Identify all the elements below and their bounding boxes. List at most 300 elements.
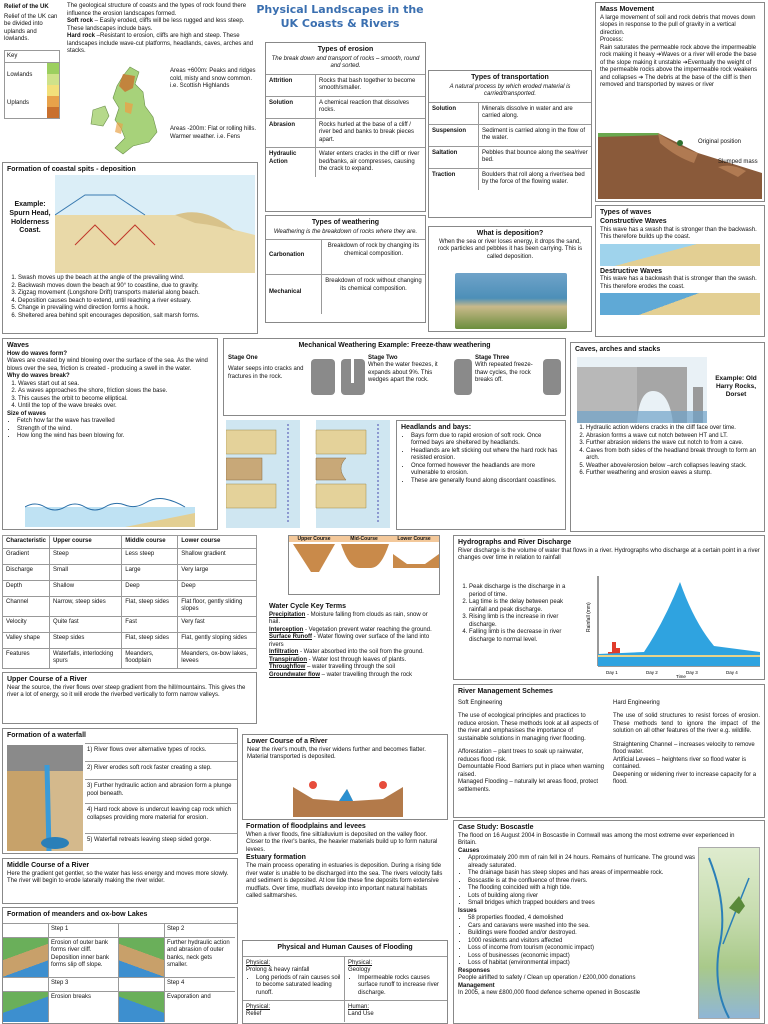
cycle-term: Surface Runoff [269,634,313,641]
erosion-term: Attrition [266,75,316,96]
stage-1-heading: Stage One [228,354,258,361]
soft-heading: Soft Engineering [458,699,503,706]
middle-body: Here the gradient get gentler, so the water has less energy and moves more slowly. The river will begin to erode laterally making the river wider. [7,870,229,885]
waterfall-step: 2) River erodes soft rock faster creating a step. [85,761,237,779]
boscastle-intro: The flood on 16 August 2004 in Boscastle in Cornwall was among the most extreme ever experienced in Britain. [458,832,735,847]
boscastle-causes-heading: Causes [458,847,480,854]
waves-size-item: • Fetch how far the wave has travelled [17,418,213,426]
stage-1-rock [311,359,335,395]
soft-engineering [458,700,605,795]
boscastle-management: In 2005, a new £800,000 flood defence scheme opened in Boscastle [458,990,641,997]
key-label: Key [4,50,60,64]
waves-q1: How do waves form? [7,350,68,357]
deposition-body: When the sea or river loses energy, it drops the sand, rock particles and pebbles it has been carrying. This is called deposition. [437,238,583,260]
upper-course-box [2,672,257,724]
course-cell: Large [122,564,178,580]
boscastle-responses: People airlifted to safety / Clean up operation / £200,000 donations [458,975,636,982]
course-cell: Very large [178,564,257,580]
caves-step: 4. Caves from both sides of the headland break through to form an arch. [586,448,761,463]
flood-causes-box [242,940,448,1024]
transport-term: Traction [429,169,479,190]
spits-box [2,162,258,334]
hydrograph-chart [584,572,762,678]
boscastle-issue: • Buildings were flooded and/or destroyed. [468,930,698,938]
cycle-term: Transpiration [269,656,308,663]
erosion-def: Rocks hurled at the base of a cliff / river bed and banks to break pieces apart. [319,121,415,143]
course-cell: Meanders, floodplain [122,648,178,668]
freeze-stage-2 [341,355,448,395]
caves-example: Example: Old Harry Rocks, Dorset [715,375,757,399]
meander-step-4-label: Step 4 [165,978,235,992]
headlands-box [396,420,566,530]
hydro-item: 2. Lag time is the delay between peak rainfall and peak discharge. [469,599,578,614]
transport-row [429,146,591,168]
areas-high-label: Areas +600m: Peaks and ridges cold, misty and snow common. i.e. Scottish Highlands [170,68,256,89]
spit-step: 2. Backwash moves down the beach at 90° to coastline, due to gravity. [18,283,255,291]
waves-box [2,338,218,530]
headlands-heading: Headlands and bays: [401,424,472,431]
course-table [2,535,257,669]
boscastle-issues-heading: Issues [458,907,477,914]
estuary-body: The main process operating in estuaries is deposition. During a rising tide river water is unable to be discharged into the sea. The rivers velocity falls and sediment is deposited. At low tide these fine deposits form extensive mudflats. Over time, mudflats develop into important natural habitats called saltmarshes. [246,863,443,899]
flood-cause-detail: • Impermeable rocks causes surface runoff to increase river discharge. [358,975,444,998]
spit-step: 5. Change in prevailing wind direction forms a hook. [18,305,255,313]
boscastle-causes [458,855,698,908]
weathering-def: Breakdown of rock without changing its chemical composition. [325,278,422,292]
cycle-def: - Moisture falling from clouds as rain, snow or hail. [269,611,428,626]
waves-step: 3. This causes the orbit to become elliptical. [18,396,213,404]
weathering-row [266,239,425,274]
hydro-list [458,584,578,644]
course-row [3,616,257,632]
boscastle-issue: • Loss of businesses (economic impact) [468,953,698,961]
cycle-term-row [269,672,439,680]
course-row [3,596,257,616]
headlands-item: • Once formed however the headlands are more vulnerable to erosion. [411,463,561,478]
spit-step: 6. Sheltered area behind spit encourages deposition, salt marsh forms. [18,313,255,321]
flood-cause-type: Physical: [246,959,271,966]
floodplain-heading: Formation of floodplains and levees [246,823,366,830]
erosion-row [266,147,425,177]
course-cell: Flat, steep sides [122,596,178,616]
headlands-item: • Headlands are left sticking out where the hard rock has resisted erosion. [411,448,561,463]
transport-row [429,168,591,190]
stage-3-text: With repeated freeze-thaw cycles, the rock breaks off. [475,362,533,384]
mid-course-label: Mid-Course [350,536,378,542]
meander-step-1-label: Step 1 [49,924,119,938]
lower-heading: Lower Course of a River [247,738,328,745]
course-row [3,648,257,668]
wave-types-box [595,205,765,337]
hard-heading: Hard Engineering [613,699,660,706]
areas-low-label: Areas -200m: Flat or rolling hills. Warmer weather. i.e. Fens [170,126,257,140]
waves-step: 4. Until the top of the wave breaks over. [18,403,213,411]
cycle-term-row [269,612,439,627]
stage-2-rock [341,359,365,395]
caves-heading: Caves, arches and stacks [575,346,661,353]
mass-movement-box [595,2,765,202]
cycle-term: Groundwater flow [269,671,320,678]
boscastle-cause: • Lots of building along river [468,893,698,901]
flood-cause-type: Physical: [348,959,373,966]
course-row [3,580,257,596]
estuary-heading: Estuary formation [246,854,306,862]
lower-course-diagram [293,767,403,817]
caves-step: 2. Abrasion forms a wave cut notch between HT and LT. [586,433,761,441]
transport-row [429,102,591,124]
caves-step: 1. Hydraulic action widens cracks in the cliff face over time. [586,425,761,433]
flood-cause-detail: • Long periods of rain causes soil to become saturated leading runoff. [256,975,341,998]
waterfall-heading: Formation of a waterfall [7,732,86,739]
lower-course-label: Lower Course [397,536,431,542]
waterfall-step: 1) River flows over alternative types of rocks. [85,743,237,761]
deposition-photo [455,273,567,329]
hard-rock-label: Hard rock [67,33,96,39]
stage-2-text: When the water freezes, it expands about 9%. This wedges apart the rock. [368,362,438,384]
transport-term: Solution [429,103,479,124]
stage-3-rock-broken [543,359,561,395]
deposition-box [428,226,592,332]
erosion-sub: The break down and transport of rocks – smooth, round and sorted. [271,55,420,70]
headlands-item: • Bays form due to rapid erosion of soft rock. Once formed bays are sheltered by headlands. [411,433,561,448]
boscastle-responses-heading: Responses [458,967,491,974]
waves-q2: Why do waves break? [7,373,70,380]
waves-q3: Size of waves [7,410,47,417]
hard-text-2: Straightening Channel – increases velocity to remove flood water. Artificial Levees – heightens river so flood water is contained. Deepening or widening river to increase capacity for a flood. [613,741,757,786]
course-cell: Deep [122,580,178,596]
course-characteristic: Channel [3,596,50,616]
course-cell: Shallow [50,580,122,596]
hydro-item: 3. Rising limb is the increase in river discharge. [469,614,578,629]
cycle-def: - Water absorbed into the soil from the ground. [298,649,424,656]
cycle-term: Interception [269,626,304,633]
caves-step: 3. Further abrasion widens the wave cut notch to from a cave. [586,440,761,448]
weathering-box [265,215,426,323]
destructive-heading: Destructive Waves [600,267,662,275]
weathering-term: Carbonation [266,240,322,274]
meander-step-2-label: Step 2 [165,924,235,938]
course-col: Characteristic [3,536,50,549]
waterfall-step: 5) Waterfall retreats leaving steep sided gorge. [85,833,237,853]
destructive-diagram [600,293,760,315]
course-cell: Waterfalls, interlocking spurs [50,648,122,668]
spit-step: 3. Zigzag movement (Longshore Drift) transports material along beach. [18,290,255,298]
flood-cause-relief [243,1001,345,1022]
stage-3-rock [454,359,472,395]
cycle-def: - Water lost through leaves of plants. [307,656,407,663]
transport-row [429,124,591,146]
hydro-y-label: Rainfall (mm) [586,602,592,632]
cycle-term-row [269,627,439,635]
soft-rock-text: – Easily eroded, cliffs will be less rugged and less steep. These landscapes include bays. [67,18,245,32]
caves-diagram [577,357,707,423]
cycle-def: - Water flowing over surface of the land into rivers [269,634,430,648]
course-cell: Less steep [122,548,178,564]
waterfall-step: 3) Further hydraulic action and abrasion form a plunge pool beneath. [85,779,237,803]
boscastle-issue: • 1000 residents and visitors affected [468,938,698,946]
meander-step-4-text: Evaporation and [167,993,211,1000]
key-swatches [47,63,59,118]
page-title-block [255,3,425,39]
weathering-sub: Weathering is the breakdown of rocks where they are. [273,228,418,235]
river-course-table [2,535,257,667]
hydro-day-2: Day 2 [646,670,658,675]
erosion-term: Solution [266,97,316,118]
transport-def: Pebbles that bounce along the sea/river bed. [482,149,588,164]
spit-step: 4. Deposition causes beach to extend, until reaching a river estuary. [18,298,255,306]
slump-diagram [598,133,762,199]
spit-diagram [55,175,255,273]
waves-heading: Waves [7,342,29,349]
relief-heading: Relief of the UK [4,4,49,10]
relief-body: Relief of the UK can be divided into uplands and lowlands. [4,13,58,42]
course-cell: Meanders, ox-bow lakes, levees [178,648,257,668]
hydro-day-3: Day 3 [686,670,698,675]
boscastle-issue: • Cars and caravans were washed into the sea. [468,923,698,931]
transport-heading: Types of transportation [471,74,549,81]
course-cell: Flat, steep sides [122,632,178,648]
deposition-heading: What is deposition? [476,230,544,237]
spits-steps [7,275,255,320]
erosion-term: Hydraulic Action [266,148,316,177]
headland-diagram [226,420,390,530]
erosion-def: Water enters cracks in the cliff or river bed/banks, air compresses, causing the crack to expand. [319,151,420,173]
erosion-row [266,74,425,96]
flood-cause-landuse [345,1001,447,1022]
hydro-item: 4. Falling limb is the decrease in river discharge to normal level. [469,629,578,644]
erosion-term: Abrasion [266,119,316,148]
erosion-heading: Types of erosion [317,46,374,53]
weathering-row [266,274,425,314]
course-cell: Fast [122,616,178,632]
mass-process: Rain saturates the permeable rock above the impermeable rock making it heavy ➔Waves or a river will erode the base of the slope making it unstable ➔Eventually the weight of the permeable rocks above the impermeable rock weakens and collapses ➔ The debris at the base of the cliff is then removed and transported by waves or river [600,44,758,89]
course-characteristic: Gradient [3,548,50,564]
course-characteristic: Velocity [3,616,50,632]
waterfall-step: 4) Hard rock above is undercut leaving cap rock which collapses providing more material for erosion. [85,803,237,833]
course-characteristic: Discharge [3,564,50,580]
slumped-mass-label: Slumped mass [718,159,758,165]
soft-text-1: The use of ecological principles and practices to reduce erosion. These methods look at all aspects of the river and emphasises the importance of sustainable solutions in managing river flooding. [458,713,599,742]
floodplain-body: When a river floods, fine silt/alluvium is deposited on the valley floor. Closer to the river's banks, the heavier materials build up to form natural levees. [246,831,438,853]
mass-process-label: Process: [600,37,624,44]
transport-box [428,70,592,218]
meander-step-3-label: Step 3 [49,978,119,992]
flood-cause-type: Human: [348,1003,370,1010]
course-cell: Steep sides [50,632,122,648]
river-cross-section [288,535,440,595]
course-characteristic: Features [3,648,50,668]
transport-term: Saltation [429,147,479,168]
waves-step: 1. Waves start out at sea. [18,381,213,389]
wave-breaking-diagram [25,495,195,527]
boscastle-issue: • Loss of income from tourism (economic impact) [468,945,698,953]
key-table [4,63,60,119]
boscastle-issue: • Loss of habitat (environmental impact) [468,960,698,968]
erosion-row [266,96,425,118]
flood-cause-name: Prolong & heavy rainfall [246,967,310,974]
mass-body: A large movement of soil and rock debris that moves down slopes in response to the pull of gravity in a vertical direction. [600,14,756,36]
caves-box [570,342,765,532]
boscastle-management-heading: Management [458,982,495,989]
waves-size-item: • Strength of the wind. [17,426,213,434]
weathering-def: Breakdown of rock by changing its chemical composition. [327,243,420,257]
cycle-heading: Water Cycle Key Terms [269,603,347,610]
meander-step-4-img [119,992,165,1022]
hard-text-1: The use of solid structures to resist forces of erosion. These methods tend to ignore the impact of the solution on all other features of the river e.g. wildlife. [613,713,760,735]
boscastle-issues [458,915,698,968]
relief-box [2,2,62,158]
course-cell: Deep [178,580,257,596]
geology-intro: The geological structure of coasts and the types of rock found there influence the erosion landscapes formed. [67,3,247,17]
freeze-stage-1 [228,355,335,395]
waterfall-diagram [7,745,83,851]
hydro-day-4: Day 4 [726,670,738,675]
erosion-def: A chemical reaction that dissolves rocks. [319,99,410,114]
course-characteristic: Depth [3,580,50,596]
transport-sub: A natural process by which eroded material is carried/transported. [449,83,571,98]
waves-size-list [7,418,213,441]
floodplain-box [242,820,448,938]
transport-term: Suspension [429,125,479,146]
boscastle-cause: • The drainage basin has steep slopes and has areas of impermeable rock. [468,870,698,878]
constructive-text: This wave has a swash that is stronger than the backwash. This therefore builds up the coast. [600,226,757,240]
hydro-body: River discharge is the volume of water that flows in a river. Hydrographs who discharge at a certain point in a river changes over time in relation to rainfall [458,547,760,562]
destructive-text: This wave has a backwash that is stronger than the swash. This therefore erodes the coast. [600,276,757,290]
headlands-item: • These are generally found along discordant coastlines. [411,478,561,486]
boscastle-cause: • The flooding coincided with a high tide. [468,885,698,893]
hydro-day-1: Day 1 [606,670,618,675]
hydro-item: 1. Peak discharge is the discharge in a period of time. [469,584,578,599]
upper-course-label: Upper Course [297,536,331,542]
course-cell: Steep [50,548,122,564]
course-row [3,548,257,564]
cycle-def: - Vegetation prevent water reaching the ground. [303,626,432,633]
mass-heading: Mass Movement [600,6,655,13]
areas-low-text [170,126,260,141]
spits-heading: Formation of coastal spits - deposition [7,166,136,173]
spit-step: 1. Swash moves up the beach at the angle of the prevailing wind. [18,275,255,283]
cycle-term: Precipitation [269,611,306,618]
caves-step: 6. Further weathering and erosion eaves a stump. [586,470,761,478]
flood-cause-name: Geology [348,967,371,974]
boscastle-cause: • Boscastle is at the confluence of three rivers. [468,878,698,886]
erosion-def: Rocks that bash together to become smooth/smaller. [319,77,416,92]
meanders-heading: Formation of meanders and ox-bow Lakes [3,908,237,924]
spits-example: Example: Spurn Head, Holderness Coast. [9,201,51,235]
cycle-term-row [269,657,439,665]
course-cell: Narrow, steep sides [50,596,122,616]
course-cell: Very fast [178,616,257,632]
course-cell: Small [50,564,122,580]
stage-2-heading: Stage Two [368,354,398,361]
soft-rock-label: Soft rock [67,18,94,24]
freeze-stage-3 [454,355,561,395]
hydrograph-box [453,535,765,680]
freeze-heading: Mechanical Weathering Example: Freeze-thaw weathering [298,342,491,349]
cycle-term-row [269,649,439,657]
wave-types-heading: Types of waves [600,209,652,216]
upper-heading: Upper Course of a River [7,676,88,683]
waterfall-box [2,728,238,854]
hard-rock-text: –Resistant to erosion, cliffs are high and steep. These landscapes include wave-cut platforms, headlands, caves, arches and stacks. [67,33,254,54]
hydro-x-label: Time [676,674,686,678]
boscastle-cause: • Approximately 200 mm of rain fell in 24 hours. Remains of hurricane. The ground was already saturated. [468,855,698,870]
valley-profiles [289,542,440,592]
meander-step-3-text: Erosion breaks [49,992,119,1022]
key-lowlands: Lowlands [7,72,33,78]
waves-a1: Waves are created by wind blowing over the surface of the sea. As the wind blows over the sea, friction is created - producing a swell in the water. [7,358,208,372]
freeze-thaw-box [223,338,566,416]
meander-step-1-text: Erosion of outer bank forms river cliff. Deposition inner bank forms slip off slope. [49,938,119,978]
transport-def: Sediment is carried along in the flow of the water. [482,127,586,142]
flood-cause-rainfall [243,957,345,1001]
meander-step-2-text: Further hydraulic action and abrasion of outer banks, neck gets smaller. [165,938,235,978]
cycle-def: – water travelling through the soil [305,664,396,671]
areas-high-text [170,68,260,91]
erosion-box [265,42,426,212]
cycle-term-row [269,664,439,672]
boscastle-cause: • Small bridges which trapped boulders and trees [468,900,698,908]
transport-def: Boulders that roll along a river/sea bed by the force of the flowing water. [482,171,585,186]
erosion-row [266,118,425,148]
flood-cause-name: Relief [246,1011,262,1018]
geology-box [66,2,256,64]
lower-body: Near the river's mouth, the river widens further and becomes flatter. Material transported is deposited. [247,746,426,761]
management-box [453,684,765,818]
stage-1-text: Water seeps into cracks and fractures in the rock. [228,366,304,380]
course-col: Lower course [178,536,257,549]
uk-relief-map [75,62,171,158]
boscastle-issue: • 58 properties flooded, 4 demolished [468,915,698,923]
waves-size-item: • How long the wind has been blowing for. [17,433,213,441]
hydro-heading: Hydrographs and River Discharge [458,539,572,546]
waves-break-steps [7,381,213,411]
flood-cause-type: Physical: [246,1003,271,1010]
hard-engineering [613,700,760,795]
course-characteristic: Valley shape [3,632,50,648]
course-col: Upper course [50,536,122,549]
cycle-term: Infiltration [269,649,299,656]
middle-heading: Middle Course of a River [7,862,90,869]
course-cell: Quite fast [50,616,122,632]
page-title: Physical Landscapes in the UK Coasts & Rivers [256,3,424,31]
weathering-heading: Types of weathering [311,219,380,226]
course-row [3,632,257,648]
flood-cause-name: Land Use [348,1011,374,1018]
meander-step-2-img [119,938,165,978]
middle-course-box [2,858,238,904]
caves-step: 5. Weather above/erosion below –arch collapses leaving stack. [586,463,761,471]
soft-text-2: Afforestation – plant trees to soak up rainwater, reduces flood risk. Demountable Flood Barriers put in place when warning raised. Managed Flooding – naturally let areas flood, protect settlements. [458,749,605,793]
headlands-list [401,433,561,486]
cycle-def: – water travelling through the rock [320,671,413,678]
original-position-label: Original position [698,139,742,145]
course-cell: Shallow gradient [178,548,257,564]
transport-def: Minerals dissolve in water and are carried along. [482,105,573,120]
cycle-term: Throughflow [269,664,306,671]
constructive-diagram [600,244,760,266]
key-uplands: Uplands [7,99,30,106]
caves-steps [575,425,761,478]
meander-step-3-img [3,992,49,1022]
meanders-box [2,907,238,1024]
weathering-term: Mechanical [266,275,322,314]
water-cycle-box [265,600,443,728]
flood-causes-heading: Physical and Human Causes of Flooding [243,941,447,957]
cycle-term-row [269,634,439,649]
flood-cause-geology [345,957,447,1001]
upper-body: Near the source, the river flows over steep gradient from the hill/mountains. This gives the river a lot of energy, so it will erode the riverbed vertically to form narrow valleys. [7,684,246,699]
